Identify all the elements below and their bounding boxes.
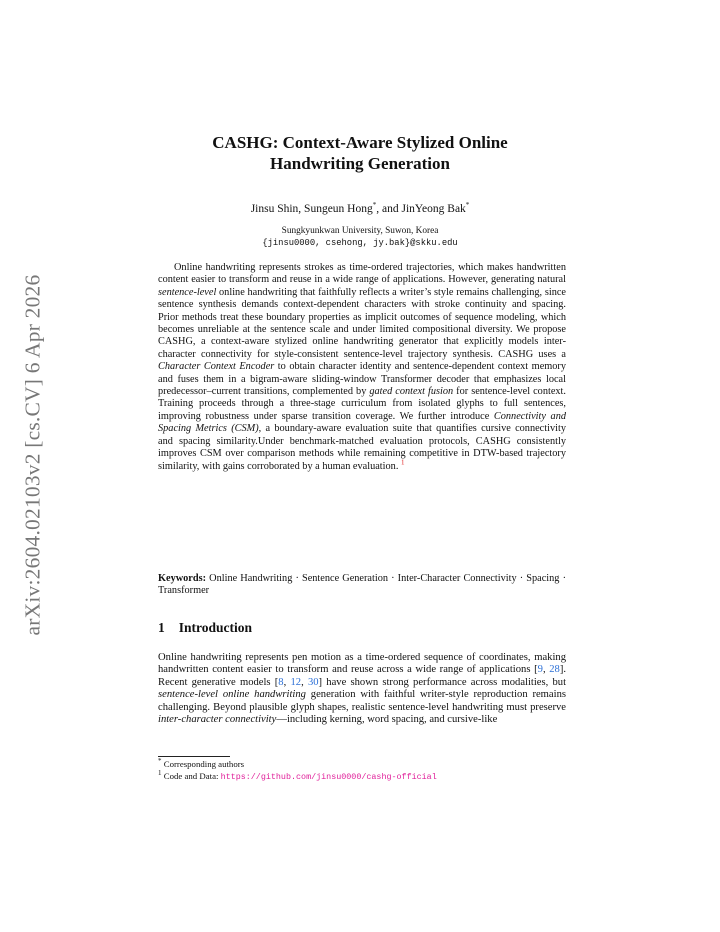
title-line-2: Handwriting Generation [270,154,450,173]
corresponding-mark-2: * [465,201,470,210]
footnote-code [158,771,578,783]
authors-part-2: , and JinYeong Bak [376,203,466,215]
citation-link[interactable]: 9 [537,664,543,676]
abstract-text: Online handwriting represents strokes as time-ordered trajectories, which makes handwritten content easier to transform and reuse in a wide range of applications. However, generating natural [158,262,566,286]
intro-text: ] have shown strong performance across modalities, but [318,676,567,688]
citation-link[interactable]: 12 [290,676,302,688]
author-list [130,203,590,215]
abstract-text: , a boundary-aware evaluation suite that quantifies cursive connectivity and spacing similarity.Under benchmark-matched evaluation protocols, CASHG consistently improves CSM over comparison methods while remaining competitive in DTW-based trajectory similarity, with gains corroborated by a human evaluation. [158,423,566,472]
footnote-text: Corresponding authors [161,759,245,769]
abstract-emph: Character Context Encoder [158,361,275,373]
keywords-label: Keywords: [158,573,207,584]
footnote-link[interactable]: 1 [400,458,405,467]
intro-text: , [542,664,550,676]
abstract-emph: sentence-level [158,286,217,298]
abstract [158,262,566,473]
affiliation: Sungkyunkwan University, Suwon, Korea [281,226,439,236]
intro-text: generation with faithful writer-style reproduction remains challenging. Beyond plausible glyph shapes, realistic sentence-level handwriting must preserve [158,689,566,713]
arxiv-stamp [18,265,48,645]
footnote-divider [158,756,230,757]
paper-title [130,132,590,174]
footnote-mark: 1 [158,769,162,778]
intro-emph: inter-character connectivity [158,714,277,726]
intro-text: , [301,676,308,688]
footnote-mark: * [158,757,162,766]
abstract-text: for sentence-level context. Training proceeds through a three-stage curriculum from isolated glyphs to full sentences, improving robustness under sparse transition coverage. We further introduce [158,386,566,422]
citation-link[interactable]: 8 [278,676,284,688]
intro-text: , [283,676,291,688]
authors-part-1: Jinsu Shin, Sungeun Hong [250,203,373,215]
title-line-1: CASHG: Context-Aware Stylized Online [212,133,508,152]
keywords [158,573,566,598]
abstract-text: to obtain character identity and sentence-dependent context memory and fuses them in a bigram-aware sliding-window Transformer decoder that emphasizes local predecessor–current transitions, complemented by [158,361,567,398]
section-number: 1 [158,620,165,635]
abstract-emph: gated context fusion [369,386,454,398]
arxiv-stamp-text: arXiv:2604.02103v2 [cs.CV] 6 Apr 2026 [20,274,45,636]
corresponding-mark: * [372,201,377,210]
citation-link[interactable]: 30 [307,676,319,688]
intro-text: —including kerning, word spacing, and cursive-like [276,714,498,726]
intro-paragraph [158,652,566,726]
citation-link[interactable]: 28 [549,664,560,676]
footnote-text: Code and Data: [161,771,221,781]
intro-text: ]. Recent generative models [ [158,664,567,688]
footnote-corresponding [158,759,578,770]
section-title: Introduction [178,620,253,635]
keywords-text: Online Handwriting · Sentence Generation · Inter-Character Connectivity · Spacing · Transformer [158,573,566,597]
author-emails: {jinsu0000, csehong, jy.bak}@skku.edu [262,238,458,248]
abstract-emph: Connectivity and Spacing Metrics (CSM) [158,410,566,435]
intro-emph: sentence-level online handwriting [158,689,306,701]
intro-text: Online handwriting represents pen motion as a time-ordered sequence of coordinates, making handwritten content easier to transform and reuse across a wide range of applications [ [158,652,566,676]
abstract-text: online handwriting that faithfully reflects a writer’s style remains challenging, since sentence synthesis demands context-dependent characters with stroke continuity and spacing. Prior methods treat these boundary properties as implicit outcomes of sequence modeling, which becomes unreliable at the sentence scale and under limited compositional diversity. We propose CASHG, a context-aware stylized online handwriting generator that explicitly models inter-character connectivity for style-consistent sentence-level trajectory synthesis. CASHG uses a [158,286,566,360]
code-repo-link[interactable]: https://github.com/jinsu0000/cashg-official [220,772,437,782]
section-heading [158,620,252,636]
